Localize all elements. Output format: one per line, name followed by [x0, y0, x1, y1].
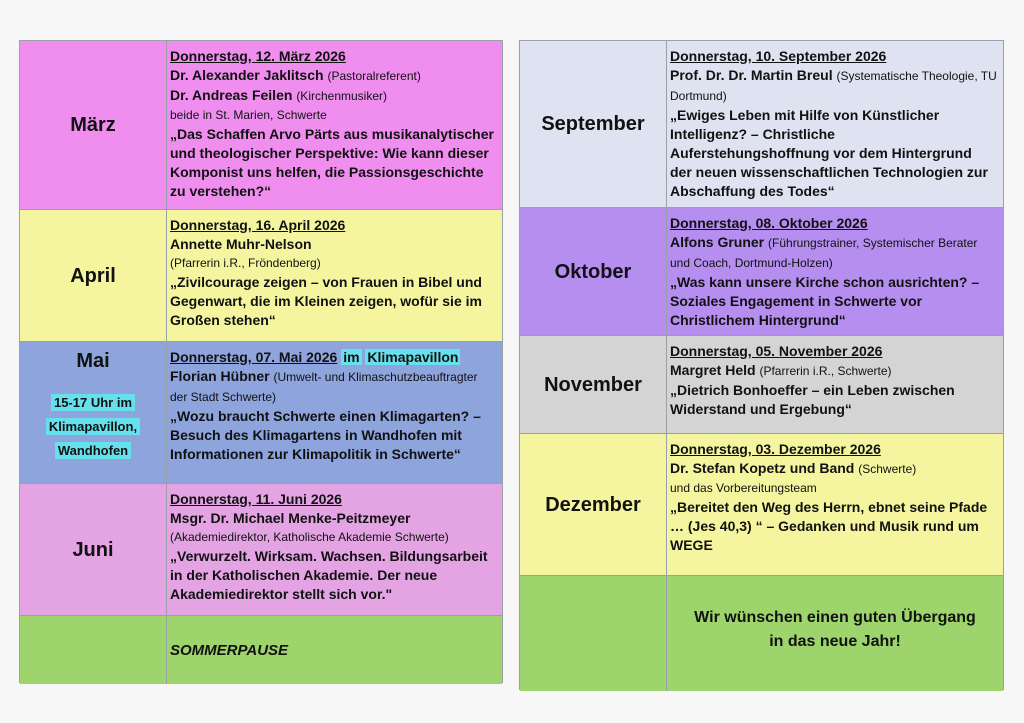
pause-cell [167, 616, 502, 684]
event-title: „Dietrich Bonhoeffer – ein Leben zwischen Widerstand und Ergebung“ [670, 382, 955, 417]
date-suffix: im [343, 349, 360, 365]
event-title: „Das Schaffen Arvo Pärts aus musikanalytischer und theologischer Perspektive: Wie kann dieser Komponist uns helfen, die Passionsgeschichte zu verstehen?“ [170, 126, 494, 199]
row-november [520, 335, 1003, 434]
row-sommerpause [20, 615, 502, 684]
event-date: Donnerstag, 08. Oktober 2026 [670, 215, 868, 231]
row-mai [20, 341, 502, 484]
event-location: Klimapavillon [367, 349, 459, 365]
event-title: „Was kann unsere Kirche schon ausrichten? – Soziales Engagement in Schwerte vor Christlichem Hintergrund“ [670, 274, 980, 328]
event-date: Donnerstag, 05. November 2026 [670, 343, 883, 359]
event-details [167, 484, 502, 616]
speaker-name: Annette Muhr-Nelson [170, 236, 312, 252]
event-details [167, 41, 502, 209]
event-date: Donnerstag, 10. September 2026 [670, 48, 887, 64]
program-table-right [519, 40, 1004, 690]
wish-line: Wir wünschen einen guten Übergang [694, 609, 976, 626]
speaker-name: Margret Held [670, 362, 756, 378]
speaker-note: und das Vorbereitungsteam [670, 481, 817, 495]
month-label: Juni [20, 484, 167, 616]
row-oktober [520, 207, 1003, 336]
event-details [667, 208, 1003, 336]
event-title: „Wozu braucht Schwerte einen Klimagarten? – Besuch des Klimagartens in Wandhofen mit Informationen zur Klimapolitik in Schwerte“ [170, 408, 481, 462]
event-date: Donnerstag, 12. März 2026 [170, 48, 346, 64]
month-label: April [20, 210, 167, 342]
month-label: September [520, 41, 667, 207]
wish-cell [667, 576, 1003, 691]
speaker-role: (Führungstrainer, Systemischer Berater und Coach, Dortmund-Holzen) [670, 236, 978, 270]
event-title: „Verwurzelt. Wirksam. Wachsen. Bildungsarbeit in der Katholischen Akademie. Der neue Akademiedirektor stellt sich vor." [170, 548, 488, 602]
note-line: Klimapavillon, [46, 418, 140, 435]
speaker-name: Msgr. Dr. Michael Menke-Peitzmeyer [170, 510, 411, 526]
event-date: Donnerstag, 03. Dezember 2026 [670, 441, 881, 457]
wish-line: in das neue Jahr! [769, 633, 901, 650]
month-label: November [520, 336, 667, 434]
speaker-role: (Kirchenmusiker) [296, 89, 387, 103]
row-september [520, 41, 1003, 207]
time-location-note [46, 391, 140, 463]
speaker-role: (Systematische Theologie, TU Dortmund) [670, 69, 997, 103]
row-dezember [520, 433, 1003, 576]
speaker-name: Prof. Dr. Dr. Martin Breul [670, 67, 833, 83]
summer-break-label: SOMMERPAUSE [170, 641, 289, 659]
month-cell-empty [20, 616, 167, 684]
speaker-note: beide in St. Marien, Schwerte [170, 108, 327, 122]
event-date: Donnerstag, 11. Juni 2026 [170, 491, 342, 507]
speaker-name: Dr. Alexander Jaklitsch [170, 67, 324, 83]
event-title: „Bereitet den Weg des Herrn, ebnet seine Pfade … (Jes 40,3) “ – Gedanken und Musik rund um WEGE [670, 499, 988, 553]
event-date: Donnerstag, 07. Mai 2026 [170, 349, 338, 365]
event-details [667, 336, 1003, 434]
month-label: Mai [76, 350, 110, 372]
month-label: Dezember [520, 434, 667, 576]
month-cell-empty [520, 576, 667, 691]
event-title: „Ewiges Leben mit Hilfe von Künstlicher Intelligenz? – Christliche Auferstehungshoffnung vor dem Hintergrund der neuen wissenschaftlichen Technologien zur Abschaffung des Todes“ [670, 107, 988, 199]
speaker-role: (Pfarrerin i.R., Fröndenberg) [170, 256, 321, 270]
speaker-name: Dr. Stefan Kopetz und Band [670, 460, 855, 476]
event-title: „Zivilcourage zeigen – von Frauen in Bibel und Gegenwart, die im Kleinen zeigen, wofür sie im Großen stehen“ [170, 274, 482, 328]
event-details [167, 342, 502, 484]
row-maerz [20, 41, 502, 209]
speaker-role: (Pastoralreferent) [327, 69, 421, 83]
program-table-left [19, 40, 503, 683]
month-label: März [20, 41, 167, 209]
speaker-name: Dr. Andreas Feilen [170, 87, 293, 103]
event-details [167, 210, 502, 342]
speaker-role: (Umwelt- und Klimaschutzbeauftragter der Stadt Schwerte) [170, 370, 478, 404]
row-wish [520, 575, 1003, 691]
speaker-name: Alfons Gruner [670, 234, 765, 250]
new-year-wish [667, 576, 1003, 654]
event-details [667, 434, 1003, 576]
speaker-name: Florian Hübner [170, 368, 270, 384]
event-details [667, 41, 1003, 207]
speaker-role: (Pfarrerin i.R., Schwerte) [759, 364, 892, 378]
note-line: Wandhofen [55, 442, 131, 459]
month-cell [20, 342, 167, 484]
row-juni [20, 483, 502, 616]
month-label: Oktober [520, 208, 667, 336]
event-date: Donnerstag, 16. April 2026 [170, 217, 346, 233]
speaker-role: (Akademiedirektor, Katholische Akademie Schwerte) [170, 530, 449, 544]
note-line: 15-17 Uhr im [51, 394, 135, 411]
speaker-role: (Schwerte) [858, 462, 917, 476]
row-april [20, 209, 502, 342]
